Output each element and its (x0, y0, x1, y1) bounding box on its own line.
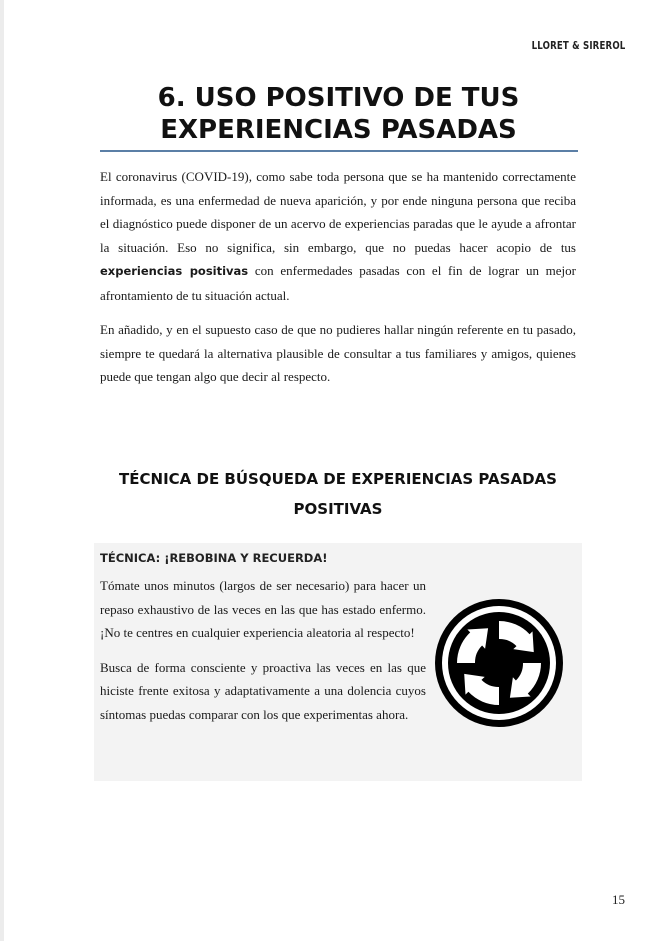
technique-paragraph-1: Tómate unos minutos (largos de ser necesario) para hacer un repaso exhaustivo de las veces en las que has estado enfermo. ¡No te centres en cualquier experiencia aleatoria al respecto! (100, 578, 426, 640)
technique-text (100, 574, 426, 737)
intro-section (100, 165, 576, 400)
title-divider (100, 150, 578, 152)
page-number: 15 (612, 892, 625, 907)
cycle-arrows-icon (434, 598, 564, 728)
running-header: LLORET & SIREROL (531, 40, 625, 52)
technique-box (94, 543, 582, 781)
intro-paragraph-2: En añadido, y en el supuesto caso de que no pudieres hallar ningún referente en tu pasado, siempre te quedará la alternativa plausible de consultar a tus familiares y amigos, quienes puede que tengan algo que decir al respecto. (100, 322, 576, 384)
section-title (100, 464, 576, 524)
page-edge-shadow (0, 0, 4, 941)
intro-paragraph-1-start: El coronavirus (COVID-19), como sabe toda persona que se ha mantenido correctamente informada, es una enfermedad de nueva aparición, y por ende ninguna persona que reciba el diagnóstico puede disponer de un acervo de experiencias paradas que le ayude a afrontar la situación. Eso no significa, sin embargo, que no puedas hacer acopio de tus (100, 169, 576, 255)
intro-paragraph-1 (100, 165, 576, 307)
chapter-title (100, 82, 577, 146)
highlight-positive-experiences: experiencias positivas (100, 264, 249, 278)
technique-paragraph-2: Busca de forma consciente y proactiva las veces en las que hiciste frente exitosa y adaptativamente a una dolencia cuyos síntomas puedas comparar con los que experimentas ahora. (100, 659, 426, 722)
intro-paragraph-1-end: con enfermedades pasadas con el fin de lograr un mejor afrontamiento de tu situación actual. (100, 263, 576, 303)
section-title-line-2: POSITIVAS (293, 500, 383, 518)
chapter-title-line-1: 6. USO POSITIVO DE TUS (157, 83, 520, 113)
technique-heading: TÉCNICA: ¡REBOBINA Y RECUERDA! (100, 551, 328, 565)
section-title-line-1: TÉCNICA DE BÚSQUEDA DE EXPERIENCIAS PASADAS (119, 470, 557, 488)
chapter-title-line-2: EXPERIENCIAS PASADAS (160, 115, 517, 145)
